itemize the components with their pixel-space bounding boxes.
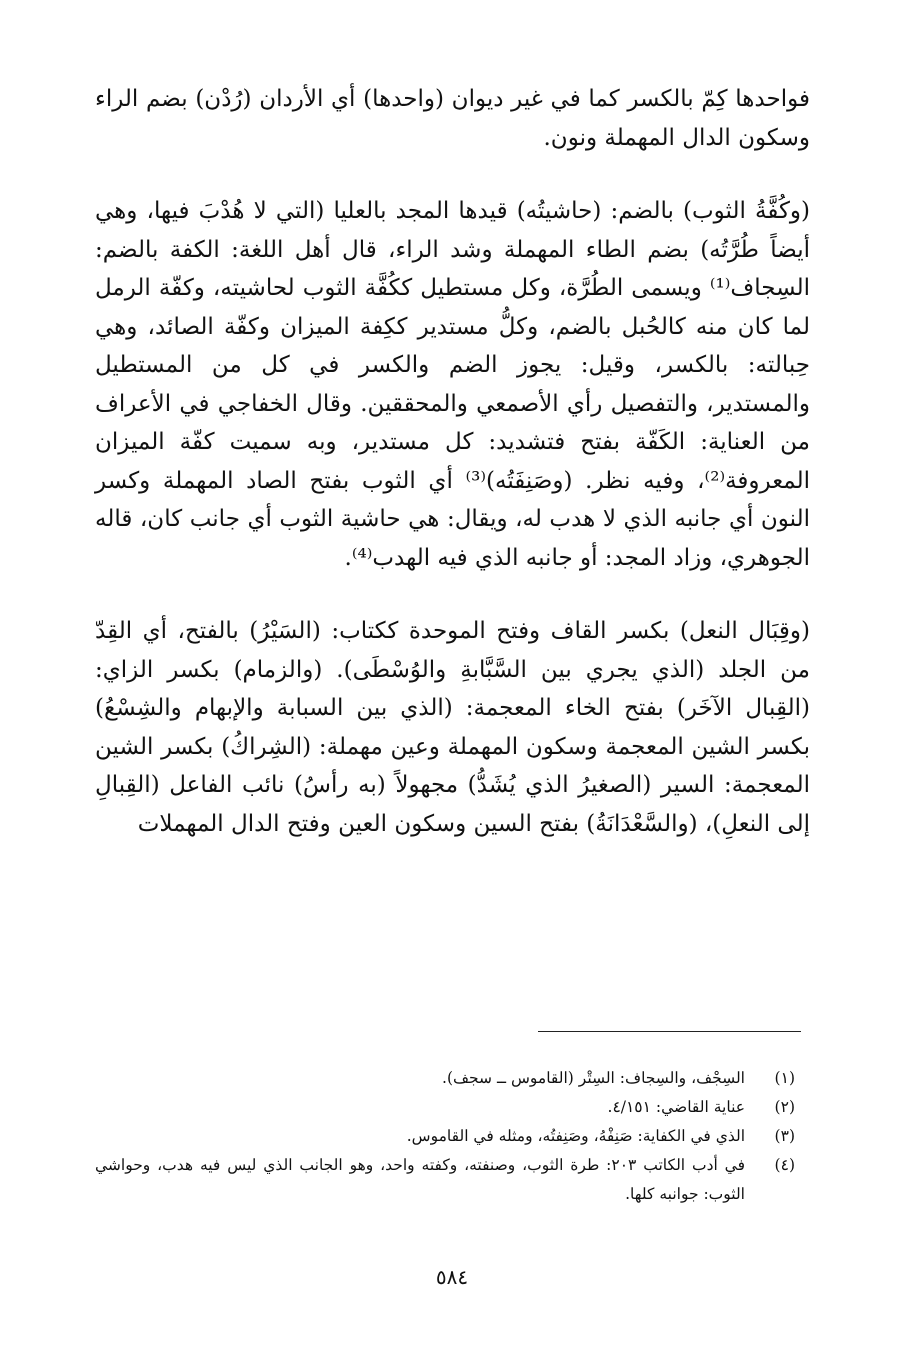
footnote-number: (٢) bbox=[774, 1098, 795, 1116]
footnote-number: (١) bbox=[774, 1069, 795, 1087]
footnote-1 bbox=[95, 1064, 795, 1093]
paragraph-2: (وكُفَّةُ الثوب) بالضم: (حاشيتُه) قيدها المجد بالعليا (التي لا هُدْبَ فيها، وهي أيضاً طُرَّتُه) بضم الطاء المهملة وشد الراء، قال أهل اللغة: الكفة بالضم: السِجاف⁽¹⁾ ويسمى الطُرَّة، وكل مستطيل ككُفَّة الثوب لحاشيته، وكفّة الرمل لما كان منه كالحُبل بالضم، وكلُّ مستدير ككِفة الميزان وكفّة الصائد، وهي حِبالته: بالكسر، وقيل: يجوز الضم والكسر في كل من المستطيل والمستدير، والتفصيل رأي الأصمعي والمحققين. وقال الخفاجي في الأعراف من العناية: الكَفّة بفتح فتشديد: كل مستدير، وبه سميت كفّة الميزان المعروفة⁽²⁾، وفيه نظر. (وصَنِفَتُه)⁽³⁾ أي الثوب بفتح الصاد المهملة وكسر النون أي جانبه الذي لا هدب له، ويقال: هي حاشية الثوب أي جانب كان، قاله الجوهري، وزاد المجد: أو جانبه الذي فيه الهدب⁽⁴⁾. bbox=[95, 198, 810, 571]
page-number: ٥٨٤ bbox=[435, 1265, 469, 1289]
paragraph-3: (وقِبَال النعل) بكسر القاف وفتح الموحدة ككتاب: (السَيْرُ) بالفتح، أي القِدّ من الجلد (الذي يجري بين السَّبَّابةِ والوُسْطَى). (والزمام) بكسر الزاي: (القِبال الآخَر) بفتح الخاء المعجمة: (الذي بين السبابة والإبهام والشِسْعُ) بكسر الشين المعجمة وسكون المهملة وعين مهملة: (الشِراكُ) بكسر الشين المعجمة: السير (الصغيرُ الذي يُشَدُّ) مجهولاً (به رأسُ) نائب الفاعل (القِبالِ إلى النعلِ)، (والسَّعْدَانَةُ) بفتح السين وسكون العين وفتح الدال المهملات bbox=[95, 618, 810, 837]
footnote-text: في أدب الكاتب ٢٠٣: طرة الثوب، وصنفته، وكفته واحد، وهو الجانب الذي ليس فيه هدب، وحواشي الثوب: جوانبه كلها. bbox=[95, 1156, 745, 1203]
footnote-number: (٣) bbox=[774, 1127, 795, 1145]
footnote-text: عناية القاضي: ٤/١٥١. bbox=[607, 1098, 745, 1116]
footnote-text: الذي في الكفاية: صَنِفْهُ، وصَنِفتُه، ومثله في القاموس. bbox=[406, 1127, 745, 1145]
main-text bbox=[95, 80, 810, 843]
footnote-4 bbox=[95, 1151, 795, 1209]
footnote-3 bbox=[95, 1122, 795, 1151]
footnote-2 bbox=[95, 1093, 795, 1122]
paragraph-1: فواحدها كِمّ بالكسر كما في غير ديوان (واحدها) أي الأردان (رُدْن) بضم الراء وسكون الدال المهملة ونون. bbox=[95, 86, 810, 151]
footnote-separator bbox=[538, 1031, 801, 1032]
footnote-number: (٤) bbox=[774, 1156, 795, 1174]
footnote-text: السِجْف، والسِجاف: السِتْر (القاموس ــ سجف). bbox=[442, 1069, 745, 1087]
footnotes bbox=[95, 1064, 795, 1209]
